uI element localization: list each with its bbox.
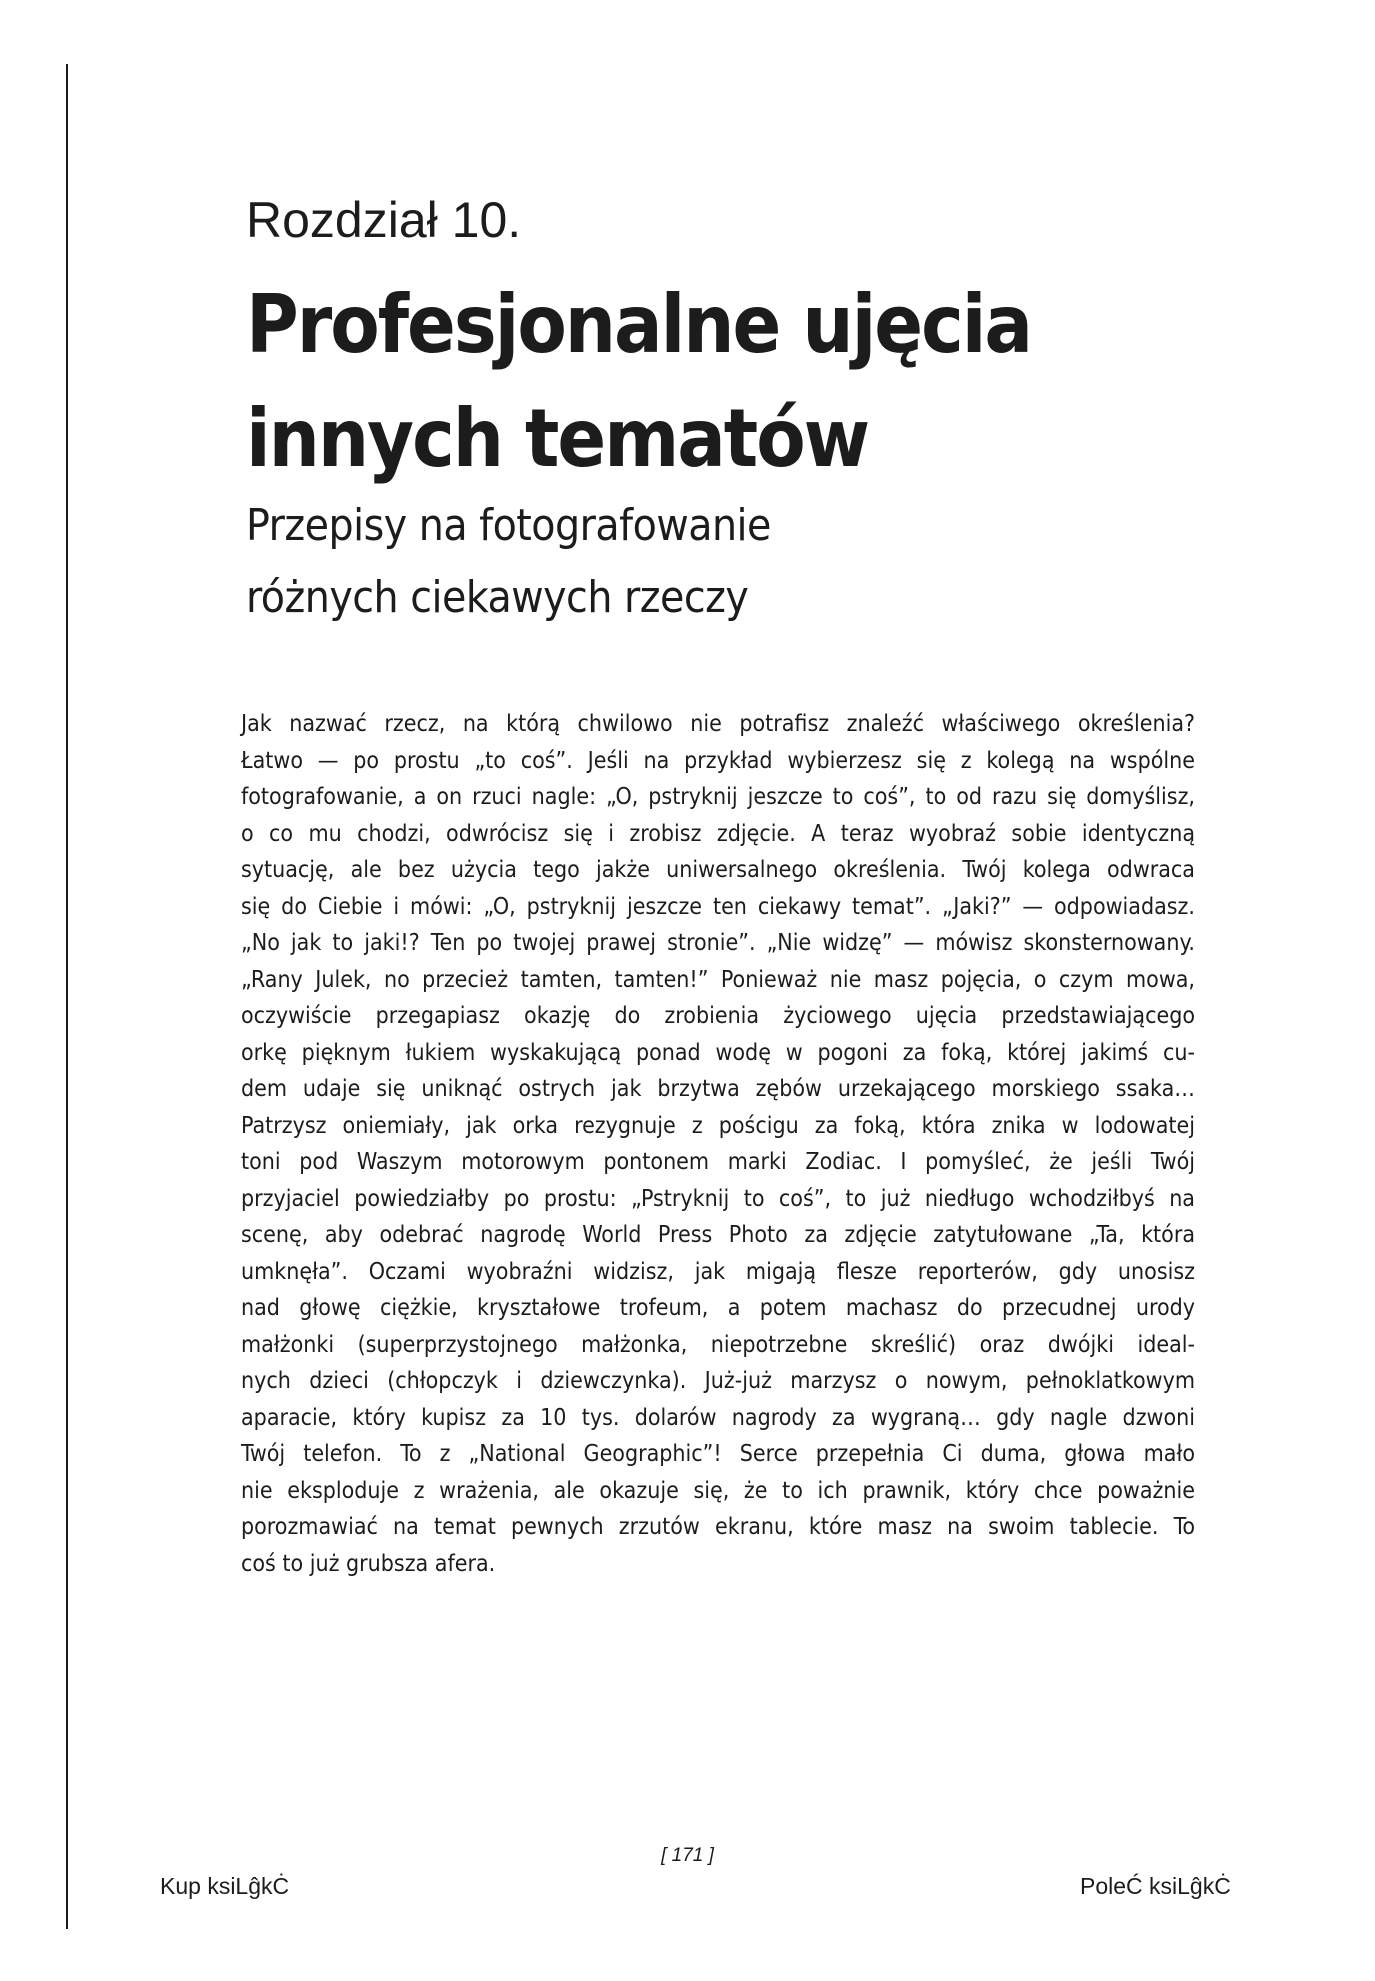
chapter-title-line: innych tematów <box>246 392 869 485</box>
body-line: orkę pięknym łukiem wyskakującą ponad wodę w pogoni za foką, której jakimś cu- <box>241 1039 1195 1066</box>
body-line: scenę, aby odebrać nagrodę World Press Photo za zdjęcie zatytułowane „Ta, która <box>241 1222 1195 1248</box>
body-line: „No jak to jaki!? Ten po twojej prawej stronie”. „Nie widzę” — mówisz skonsternowany. <box>241 930 1195 956</box>
body-line: oczywiście przegapiasz okazję do zrobienia życiowego ujęcia przedstawiającego <box>241 1003 1195 1029</box>
body-line: aparacie, który kupisz za 10 tys. dolarów nagrody za wygraną… gdy nagle dzwoni <box>241 1404 1195 1431</box>
body-line: Patrzysz oniemiały, jak orka rezygnuje z pościgu za foką, która znika w lodowatej <box>241 1112 1195 1139</box>
body-line: Łatwo — po prostu „to coś”. Jeśli na przykład wybierzesz się z kolegą na wspólne <box>241 747 1195 774</box>
body-line: małżonki (superprzystojnego małżonka, niepotrzebne skreślić) oraz dwójki ideal- <box>241 1331 1195 1358</box>
body-line: Twój telefon. To z „National Geographic”! Serce przepełnia Ci duma, głowa mało <box>241 1441 1195 1467</box>
buy-book-link[interactable]: Kup ksiLĝkĊ <box>160 1873 290 1899</box>
chapter-subtitle <box>246 490 771 634</box>
body-line: porozmawiać na temat pewnych zrzutów ekranu, które masz na swoim tablecie. To <box>241 1514 1195 1540</box>
body-paragraph <box>241 706 1195 1582</box>
body-line: fotografowanie, a on rzuci nagle: „O, pstryknij jeszcze to coś”, to od razu się domyślisz, <box>241 784 1195 810</box>
chapter-title <box>246 268 1031 496</box>
body-line: coś to już grubsza afera. <box>241 1550 496 1577</box>
body-line: nych dzieci (chłopczyk i dziewczynka). Już-już marzysz o nowym, pełnoklatkowym <box>241 1368 1195 1394</box>
recommend-book-link[interactable]: PoleĆ ksiLĝkĊ <box>1080 1873 1231 1899</box>
body-line: nad głowę ciężkie, kryształowe trofeum, a potem machasz do przecudnej urody <box>241 1295 1195 1321</box>
body-line: sytuację, ale bez użycia tego jakże uniwersalnego określenia. Twój kolega odwraca <box>241 857 1195 883</box>
page-number: [ 171 ] <box>661 1845 714 1866</box>
body-line: o co mu chodzi, odwrócisz się i zrobisz zdjęcie. A teraz wyobraź sobie identyczną <box>241 820 1195 847</box>
chapter-title-line: Profesjonalne ujęcia <box>246 278 1031 371</box>
chapter-label: Rozdział 10. <box>246 192 522 248</box>
body-line: nie eksploduje z wrażenia, ale okazuje się, że to ich prawnik, który chce poważnie <box>241 1477 1195 1504</box>
body-line: Jak nazwać rzecz, na którą chwilowo nie potrafisz znaleźć właściwego określenia? <box>241 711 1195 737</box>
chapter-subtitle-line: różnych ciekawych rzeczy <box>246 572 749 623</box>
body-line: się do Ciebie i mówi: „O, pstryknij jeszcze ten ciekawy temat”. „Jaki?” — odpowiadasz. <box>241 893 1195 920</box>
body-line: dem udaje się uniknąć ostrych jak brzytwa zębów urzekającego morskiego ssaka… <box>241 1076 1195 1102</box>
body-line: przyjaciel powiedziałby po prostu: „Pstryknij to coś”, to już niedługo wchodziłbyś na <box>241 1185 1195 1212</box>
margin-rule <box>66 64 68 1929</box>
chapter-subtitle-line: Przepisy na fotografowanie <box>246 500 771 551</box>
body-line: toni pod Waszym motorowym pontonem marki Zodiac. I pomyśleć, że jeśli Twój <box>241 1149 1195 1175</box>
body-line: umknęła”. Oczami wyobraźni widzisz, jak migają flesze reporterów, gdy unosisz <box>241 1258 1195 1285</box>
body-line: „Rany Julek, no przecież tamten, tamten!” Ponieważ nie masz pojęcia, o czym mowa, <box>241 966 1195 993</box>
